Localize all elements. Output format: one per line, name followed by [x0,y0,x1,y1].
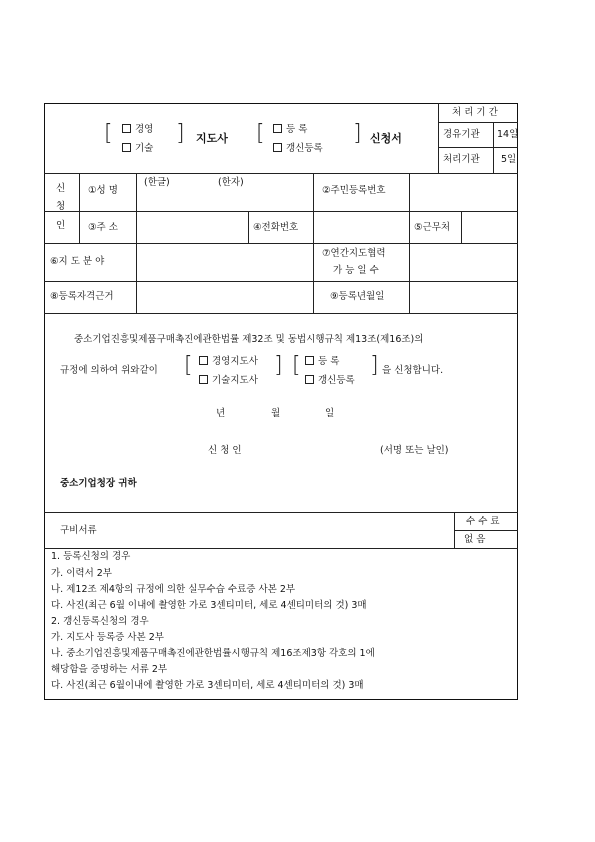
fee-label: 수 수 료 [466,516,500,527]
hanja-label: (한자) [218,177,244,188]
applicant-sign-label: 신 청 인 [208,445,242,456]
bracket-open-icon: [ [256,121,265,146]
checkbox-icon[interactable] [199,356,208,365]
hangul-label: (한글) [144,177,170,188]
checkbox-icon[interactable] [305,375,314,384]
processing-agency-label: 처리기관 [443,154,480,165]
option-management[interactable]: 경영 [122,124,153,135]
documents-title: 구비서류 [60,525,97,536]
processing-title: 처 리 기 간 [452,107,498,118]
doc-item: 1. 등록신청의 경우 [51,551,131,562]
address-field[interactable] [137,212,247,242]
rrn-label: ②주민등록번호 [322,185,386,196]
capacity-label-1: ⑦연간지도협력 [322,248,386,259]
workplace-label: ⑤근무처 [414,222,451,233]
doc-item: 다. 사진(최근 6월 이내에 촬영한 가로 3센티미터, 세로 4센티미터의 것) 3매 [51,600,367,611]
basis-label: ⑧등록자격근거 [50,291,114,302]
title-application: 신청서 [370,132,402,145]
bracket-open-icon: [ [104,121,113,146]
applicant-side-1: 신 [56,183,66,194]
reg-date-input[interactable] [410,282,517,312]
doc-item: 나. 중소기업진흥및제품구매촉진에관한법률시행규칙 제16조제3항 각호의 1에 [51,648,375,659]
option-register-body[interactable]: 등 록 [305,356,339,367]
bracket-close-icon: ] [353,121,362,146]
date-year: 년 [216,408,226,419]
capacity-input[interactable] [410,244,517,280]
name-label: ①성 명 [88,185,118,196]
option-technology-consultant[interactable]: 기술지도사 [199,375,258,386]
checkbox-icon[interactable] [199,375,208,384]
address-label: ③주 소 [88,222,118,233]
transit-agency-label: 경유기관 [443,129,480,140]
doc-item: 가. 지도사 등록증 사본 2부 [51,632,164,643]
doc-item: 해당함을 증명하는 서류 2부 [51,664,168,675]
signature-hint: (서명 또는 날인) [380,445,449,456]
signature-field[interactable] [262,440,372,460]
option-register[interactable]: 등 록 [273,124,307,135]
name-field[interactable] [137,190,312,210]
date-day: 일 [325,408,335,419]
doc-item: 나. 제12조 제4항의 규정에 의한 실무수습 수료증 사본 2부 [51,584,296,595]
checkbox-icon[interactable] [305,356,314,365]
capacity-label-2: 가 능 일 수 [333,265,379,276]
option-management-consultant[interactable]: 경영지도사 [199,356,258,367]
checkbox-icon[interactable] [273,124,282,133]
bracket-open-icon: [ [184,353,193,378]
law-line: 중소기업진흥및제품구매촉진에관한법률 제32조 및 동법시행규칙 제13조(제16조)의 [74,334,424,345]
workplace-field[interactable] [462,212,517,242]
recipient: 중소기업청장 귀하 [60,478,137,489]
option-renewal[interactable]: 갱신등록 [273,143,323,154]
field-label: ⑥지 도 분 야 [50,256,105,267]
processing-agency-days: 5일 [501,154,517,165]
bracket-open-icon: [ [292,353,301,378]
checkbox-icon[interactable] [273,143,282,152]
basis-input[interactable] [137,282,312,312]
transit-agency-days: 14일 [497,129,519,140]
rule-suffix: 을 신청합니다. [382,365,444,376]
option-technology[interactable]: 기술 [122,143,153,154]
checkbox-icon[interactable] [122,124,131,133]
date-month: 월 [271,408,281,419]
option-renewal-body[interactable]: 갱신등록 [305,375,355,386]
fee-value: 없 음 [464,534,486,545]
rule-prefix: 규정에 의하여 위와같이 [60,365,158,376]
bracket-close-icon: ] [176,121,185,146]
checkbox-icon[interactable] [122,143,131,152]
applicant-side-3: 인 [56,220,66,231]
rrn-field[interactable] [410,174,517,210]
reg-date-label: ⑨등록년월일 [330,291,385,302]
title-consultant: 지도사 [196,132,228,145]
doc-item: 다. 사진(최근 6월이내에 촬영한 가로 3센티미터, 세로 4센티미터의 것) 3매 [51,680,364,691]
phone-label: ④전화번호 [253,222,299,233]
field-input[interactable] [137,244,312,280]
phone-field[interactable] [314,212,408,242]
doc-item: 2. 갱신등록신청의 경우 [51,616,149,627]
bracket-close-icon: ] [274,353,283,378]
applicant-side-2: 청 [56,201,66,212]
bracket-close-icon: ] [370,353,379,378]
doc-item: 가. 이력서 2부 [51,568,112,579]
